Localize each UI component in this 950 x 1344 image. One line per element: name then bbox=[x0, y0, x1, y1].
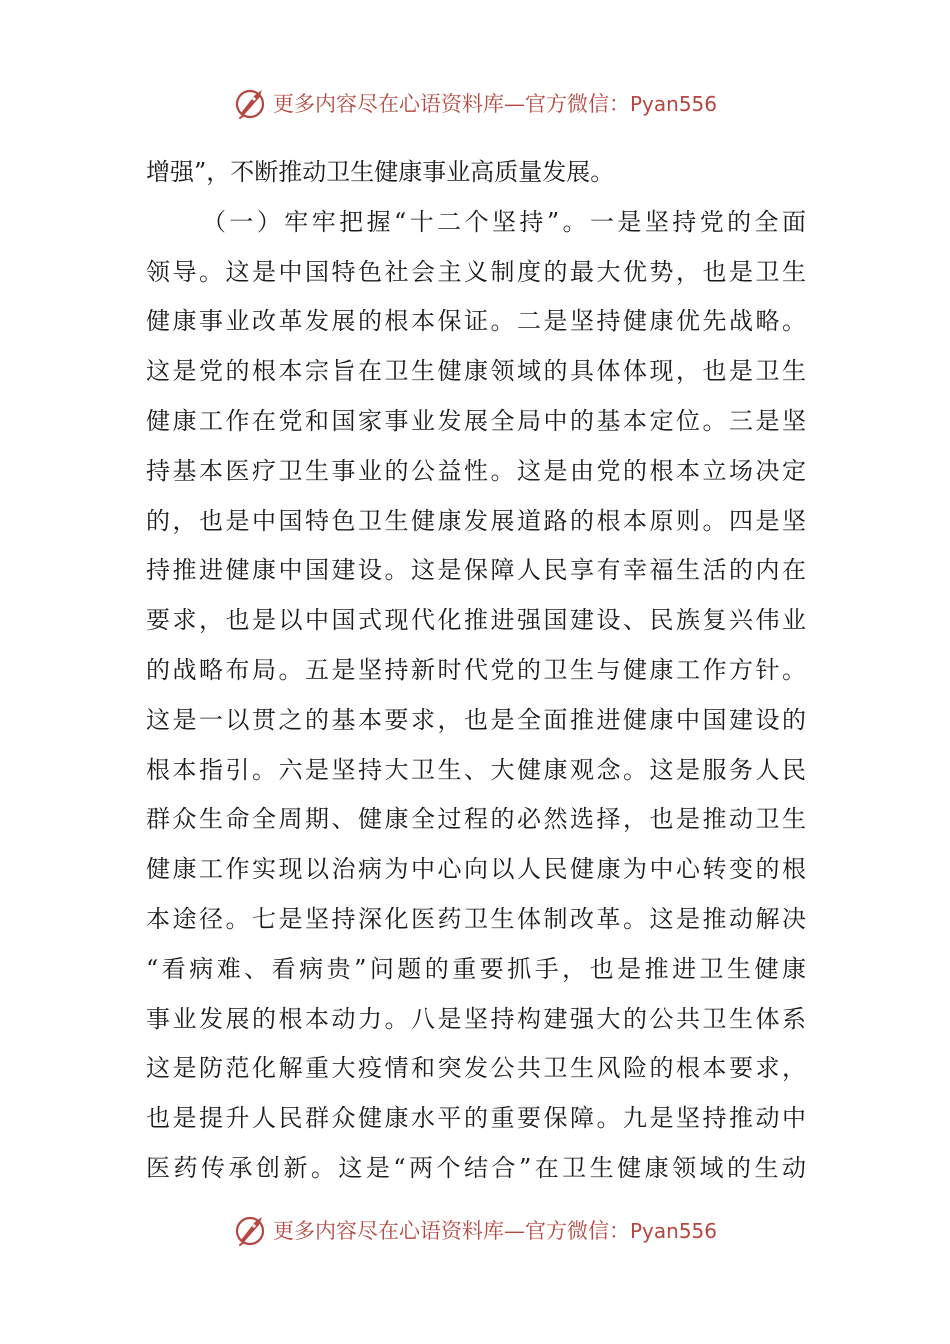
text-line: 领导。这是中国特色社会主义制度的最大优势，也是卫生 bbox=[146, 257, 806, 286]
text-line: 要求，也是以中国式现代化推进强国建设、民族复兴伟业 bbox=[146, 606, 806, 635]
footer-banner bbox=[0, 1207, 950, 1253]
text-line: 持推进健康中国建设。这是保障人民享有幸福生活的内在 bbox=[146, 556, 806, 585]
text-line: 事业发展的根本动力。八是坚持构建强大的公共卫生体系 bbox=[146, 1004, 806, 1033]
banner-text bbox=[273, 88, 717, 118]
text-line: “看病难、看病贵”问题的重要抓手，也是推进卫生健康 bbox=[146, 954, 806, 983]
text-line: 健康工作实现以治病为中心向以人民健康为中心转变的根 bbox=[146, 855, 806, 884]
header-banner bbox=[0, 80, 950, 126]
text-line: 的战略布局。五是坚持新时代党的卫生与健康工作方针。 bbox=[146, 655, 806, 684]
text-line: 根本指引。六是坚持大卫生、大健康观念。这是服务人民 bbox=[146, 755, 806, 784]
banner-text bbox=[273, 1215, 717, 1245]
banner-text-cn: 更多内容尽在心语资料库—官方微信： bbox=[272, 1219, 630, 1243]
text-line: 群众生命全周期、健康全过程的必然选择，也是推动卫生 bbox=[146, 805, 806, 834]
text-line: 本途径。七是坚持深化医药卫生体制改革。这是推动解决 bbox=[146, 904, 806, 933]
text-line: 医药传承创新。这是“两个结合”在卫生健康领域的生动 bbox=[146, 1153, 806, 1182]
banner-text-cn: 更多内容尽在心语资料库—官方微信： bbox=[272, 92, 630, 116]
text-line: 的，也是中国特色卫生健康发展道路的根本原则。四是坚 bbox=[146, 506, 806, 535]
banner-wechat-id: Pyan556 bbox=[629, 1219, 717, 1243]
text-line: 也是提升人民群众健康水平的重要保障。九是坚持推动中 bbox=[146, 1104, 806, 1133]
text-line: 这是党的根本宗旨在卫生健康领域的具体体现，也是卫生 bbox=[146, 357, 806, 386]
text-line: 这是一以贯之的基本要求，也是全面推进健康中国建设的 bbox=[146, 705, 806, 734]
document-body bbox=[146, 148, 806, 1194]
banner-wechat-id: Pyan556 bbox=[629, 92, 717, 116]
pen-nib-icon bbox=[233, 85, 269, 121]
text-line: 持基本医疗卫生事业的公益性。这是由党的根本立场决定 bbox=[146, 456, 806, 485]
pen-nib-icon bbox=[233, 1212, 269, 1248]
text-line: 这是防范化解重大疫情和突发公共卫生风险的根本要求， bbox=[146, 1054, 806, 1083]
text-line: 健康工作在党和国家事业发展全局中的基本定位。三是坚 bbox=[146, 406, 806, 435]
text-line: 增强”，不断推动卫生健康事业高质量发展。 bbox=[146, 158, 615, 186]
text-line: 健康事业改革发展的根本保证。二是坚持健康优先战略。 bbox=[146, 307, 806, 336]
paragraph-heading-line: （一）牢牢把握“十二个坚持”。一是坚持党的全面 bbox=[202, 207, 806, 236]
